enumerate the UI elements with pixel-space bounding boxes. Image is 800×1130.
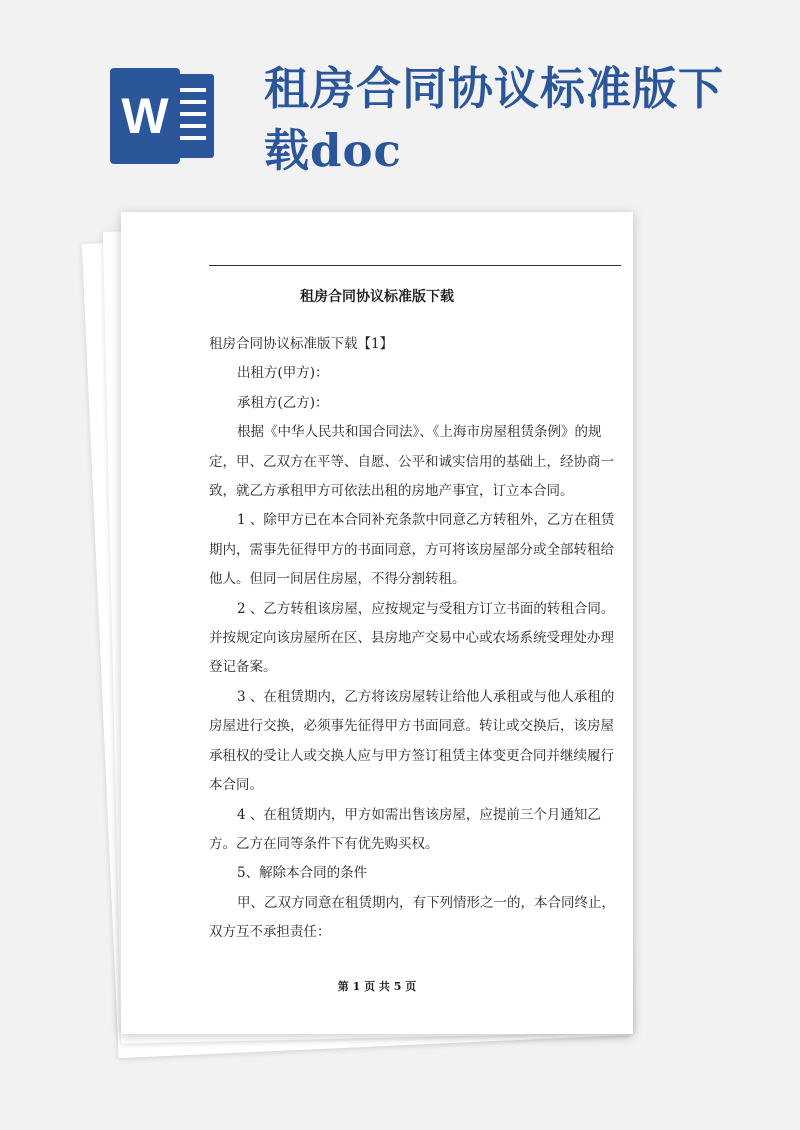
word-icon-letter: W [110, 68, 180, 164]
document-title: 租房合同协议标准版下载 [300, 289, 454, 305]
banner [0, 0, 800, 200]
paragraph: 出租方(甲方)： [237, 365, 329, 382]
document-page [121, 212, 633, 1034]
banner-title: 租房合同协议标准版下载doc [264, 62, 725, 177]
paragraph: 5、解除本合同的条件 [237, 865, 368, 882]
header-rule [209, 265, 621, 266]
paragraph: 2 、乙方转租该房屋，应按规定与受租方订立书面的转租合同。并按规定向该房屋所在区、县房地产交易中心或农场系统受理处办理登记备案。 [209, 600, 615, 676]
paragraph: 4 、在租赁期内，甲方如需出售该房屋，应提前三个月通知乙方。乙方在同等条件下有优先购买权。 [209, 806, 601, 852]
paragraph: 3 、在租赁期内，乙方将该房屋转让给他人承租或与他人承租的房屋进行交换，必须事先征得甲方书面同意。转让或交换后，该房屋承租权的受让人或交换人应与甲方签订租赁主体变更合同并继续履行本合同。 [209, 688, 615, 794]
paragraph: 承租方(乙方)： [237, 394, 329, 411]
paragraph: 租房合同协议标准版下载【1】 [209, 336, 394, 352]
page-footer: 第 1 页 共 5 页 [337, 980, 417, 993]
word-doc-icon [110, 68, 220, 164]
document-body [209, 330, 627, 948]
paragraph: 甲、乙双方同意在租赁期内，有下列情形之一的，本合同终止，双方互不承担责任： [209, 894, 615, 941]
paragraph: 1 、除甲方已在本合同补充条款中同意乙方转租外，乙方在租赁期内，需事先征得甲方的书面同意，方可将该房屋部分或全部转租给他人。但同一间居住房屋，不得分割转租。 [209, 512, 615, 588]
paragraph: 根据《中华人民共和国合同法》、《上海市房屋租赁条例》的规定，甲、乙双方在平等、自愿、公平和诚实信用的基础上，经协商一致，就乙方承租甲方可依法出租的房地产事宜，订立本合同。 [209, 424, 614, 500]
